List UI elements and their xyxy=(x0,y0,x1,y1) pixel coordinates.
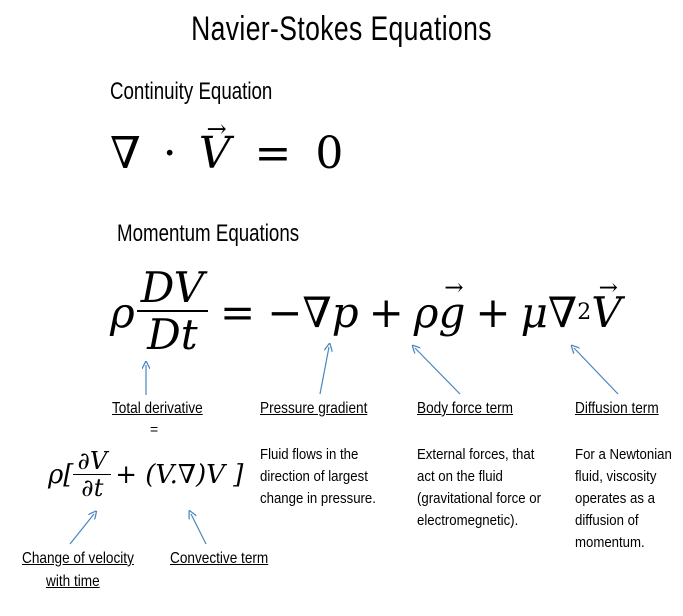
momentum-equals: = xyxy=(219,287,256,337)
page-title: Navier-Stokes Equations xyxy=(191,10,492,48)
dot-operator: · xyxy=(162,128,177,179)
pressure-term: −∇p xyxy=(267,287,359,337)
partial-denominator: ∂t xyxy=(81,473,104,502)
partial-numerator: ∂V xyxy=(73,449,111,475)
body-force-label: Body force term xyxy=(417,400,513,417)
convective-label: Convective term xyxy=(170,550,269,567)
expanded-rho: ρ[ xyxy=(48,460,74,490)
numerator-text: DV xyxy=(140,262,204,312)
convective-expression: + (V.∇)V ] xyxy=(115,460,244,490)
arrow-body-force xyxy=(415,348,460,394)
expanded-derivative xyxy=(48,440,243,510)
plus-sign-2: + xyxy=(475,287,511,337)
diffusion-description: For a Newtonian fluid, viscosity operates as a diffusion of momentum. xyxy=(575,446,672,551)
partial-fraction xyxy=(73,446,111,502)
nabla-symbol: ∇ xyxy=(110,128,141,179)
pressure-description: Fluid flows in the direction of largest change in pressure. xyxy=(260,446,376,507)
zero-value: 0 xyxy=(315,128,344,179)
total-derivative-equals: = xyxy=(150,421,159,437)
change-velocity-label-line2: with time xyxy=(46,573,100,590)
pressure-gradient-label: Pressure gradient xyxy=(260,400,368,417)
arrow-change-velocity xyxy=(70,514,94,544)
continuity-heading: Continuity Equation xyxy=(110,78,273,105)
velocity-vector: → V xyxy=(199,128,231,179)
diffusion-label: Diffusion term xyxy=(575,400,659,417)
arrow-pressure-gradient xyxy=(320,347,329,394)
viscosity-term: μ∇ xyxy=(520,287,578,337)
fraction-denominator: Dt xyxy=(147,309,198,359)
equals-sign: = xyxy=(254,128,292,179)
laplacian-exponent: 2 xyxy=(577,299,592,325)
rho-symbol: ρ xyxy=(110,287,135,337)
gravity-vector: → g xyxy=(439,288,466,337)
plus-sign-1: + xyxy=(368,287,404,337)
total-derivative-label: Total derivative xyxy=(112,400,203,417)
diffusion-velocity-vector: → V xyxy=(591,288,621,337)
body-force-description: External forces, that act on the fluid (gravitational force or electromegnetic). xyxy=(417,446,541,529)
body-force-rho: ρ xyxy=(413,287,439,337)
momentum-heading: Momentum Equations xyxy=(117,220,300,247)
arrow-diffusion xyxy=(574,348,618,394)
arrow-convective xyxy=(191,514,206,544)
change-velocity-label: Change of velocity xyxy=(22,550,134,567)
